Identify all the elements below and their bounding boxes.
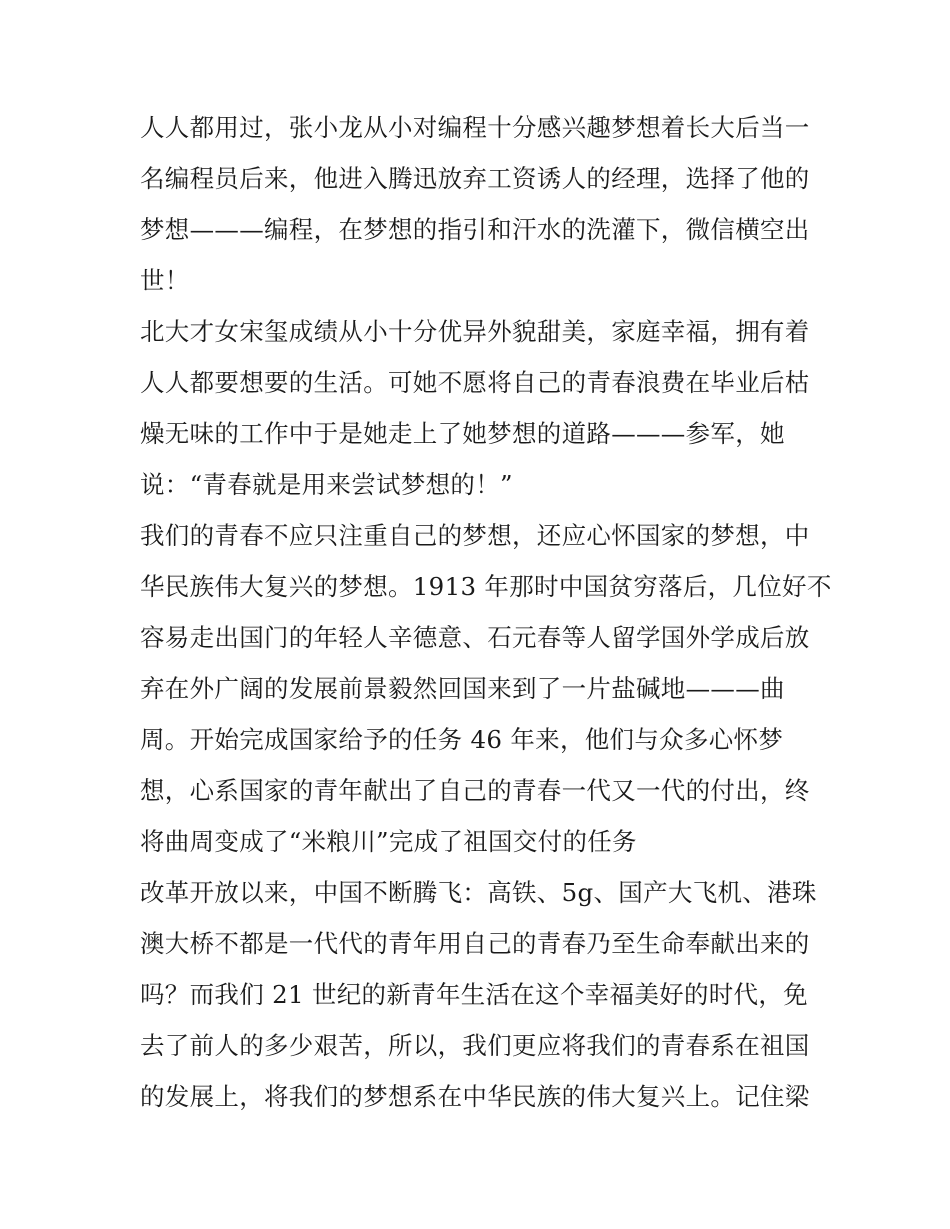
text-line: 北大才女宋玺成绩从小十分优异外貌甜美，家庭幸福，拥有着 — [140, 317, 810, 346]
text-line: 弃在外广阔的发展前景毅然回国来到了一片盐碱地———曲 — [140, 674, 785, 703]
text-line: 人人都用过，张小龙从小对编程十分感兴趣梦想着长大后当一 — [140, 113, 810, 142]
text-line: 我们的青春不应只注重自己的梦想，还应心怀国家的梦想，中 — [140, 521, 810, 550]
essay-text — [140, 102, 832, 1122]
text-line: 澳大桥不都是一代代的青年用自己的青春乃至生命奉献出来的 — [140, 929, 810, 958]
text-line: 说：“青春就是用来尝试梦想的！” — [140, 470, 513, 499]
text-line: 改革开放以来，中国不断腾飞：高铁、5g、国产大飞机、港珠 — [140, 878, 817, 907]
text-line: 世！ — [140, 266, 190, 295]
text-line: 燥无味的工作中于是她走上了她梦想的道路———参军，她 — [140, 419, 785, 448]
text-line: 周。开始完成国家给予的任务 46 年来，他们与众多心怀梦 — [140, 725, 784, 754]
text-line: 人人都要想要的生活。可她不愿将自己的青春浪费在毕业后枯 — [140, 368, 810, 397]
text-line: 梦想———编程，在梦想的指引和汗水的洗灌下，微信横空出 — [140, 215, 810, 244]
text-line: 容易走出国门的年轻人辛德意、石元春等人留学国外学成后放 — [140, 623, 810, 652]
text-line: 名编程员后来，他进入腾迅放弃工资诱人的经理，选择了他的 — [140, 164, 810, 193]
text-line: 去了前人的多少艰苦，所以，我们更应将我们的青春系在祖国 — [140, 1031, 810, 1060]
text-line: 的发展上，将我们的梦想系在中华民族的伟大复兴上。记住梁 — [140, 1082, 810, 1111]
text-line: 华民族伟大复兴的梦想。1913 年那时中国贫穷落后，几位好不 — [140, 572, 832, 601]
text-line: 将曲周变成了“米粮川”完成了祖国交付的任务 — [140, 827, 637, 856]
text-line: 吗？而我们 21 世纪的新青年生活在这个幸福美好的时代，免 — [140, 980, 808, 1009]
text-line: 想，心系国家的青年献出了自己的青春一代又一代的付出，终 — [140, 776, 810, 805]
